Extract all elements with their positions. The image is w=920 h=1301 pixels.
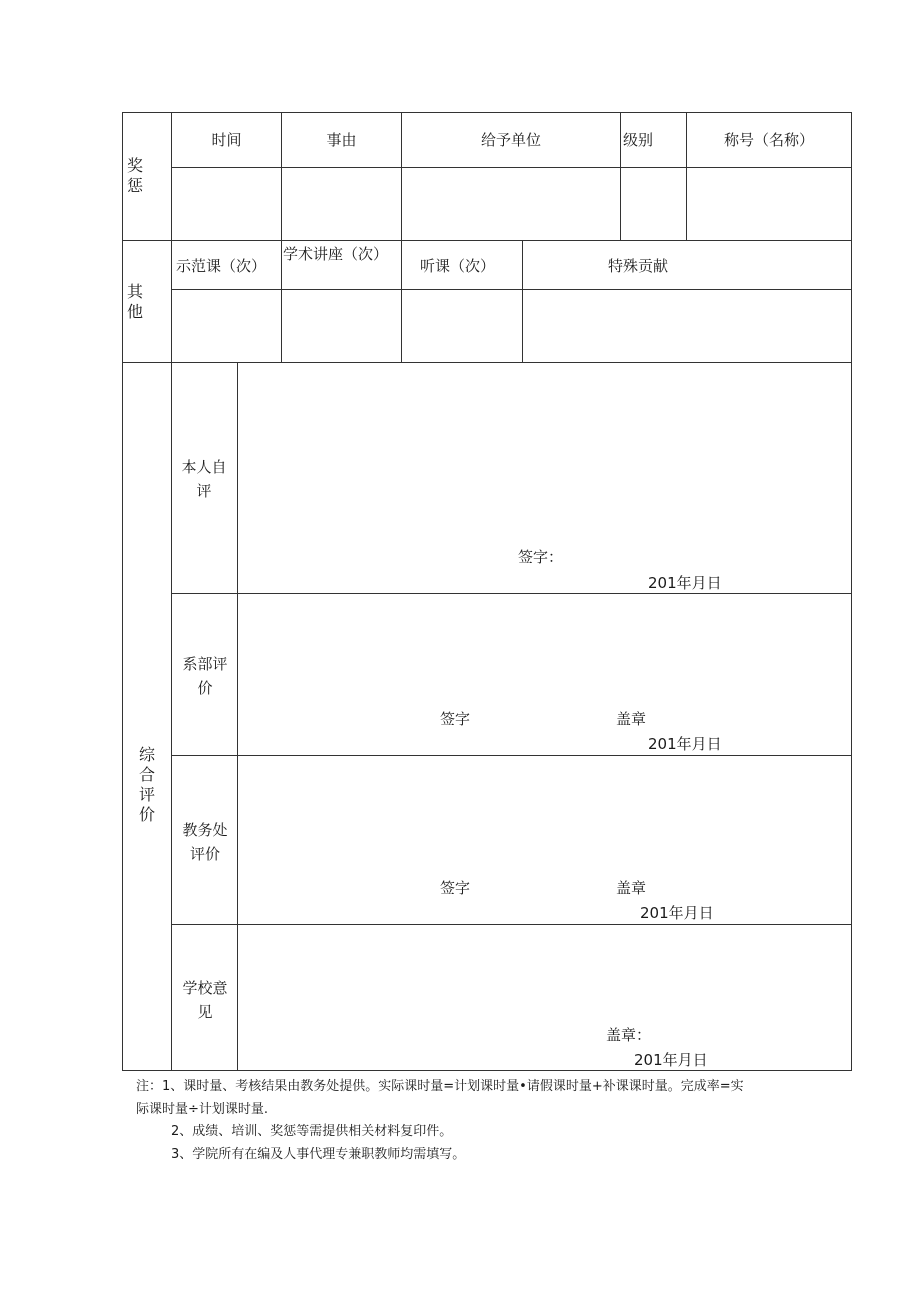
other-side-label: 其他 <box>126 282 143 321</box>
table-border-left <box>122 112 123 1071</box>
other-bottom-divider <box>122 362 852 363</box>
rewards-header-divider <box>171 167 852 168</box>
table-border-top <box>122 112 852 113</box>
school-opinion-date: 201年月日 <box>634 1051 708 1069</box>
academic-eval-label: 教务处评价 <box>182 821 228 863</box>
evaluation-side-label: 综合评价 <box>138 745 155 824</box>
academic-eval-seal: 盖章 <box>616 879 647 897</box>
eval-label-divider <box>237 362 238 1071</box>
dept-eval-date: 201年月日 <box>648 735 722 753</box>
note-line-2: 际课时量÷计划课时量. <box>136 1102 269 1117</box>
eval-divider-3 <box>171 924 852 925</box>
self-eval-sign: 签字： <box>518 548 564 566</box>
rewards-col-divider-3 <box>620 112 621 241</box>
self-eval-label: 本人自评 <box>181 458 227 500</box>
dept-eval-label: 系部评价 <box>182 655 228 697</box>
rewards-header-level: 级别 <box>623 131 654 149</box>
eval-divider-2 <box>171 755 852 756</box>
table-border-bottom <box>122 1070 852 1071</box>
table-border-right <box>851 112 852 1071</box>
other-header-demo-class: 示范课（次） <box>176 257 267 275</box>
rewards-header-time: 时间 <box>211 131 242 149</box>
other-header-divider <box>171 289 852 290</box>
eval-divider-1 <box>171 593 852 594</box>
other-header-observation: 听课（次） <box>420 257 496 275</box>
academic-eval-sign: 签字 <box>440 879 471 897</box>
other-header-contribution: 特殊贡献 <box>607 257 668 275</box>
note-line-3: 2、成绩、培训、奖惩等需提供相关材料复印件。 <box>171 1124 453 1139</box>
rewards-header-title: 称号（名称） <box>723 131 814 149</box>
school-opinion-seal: 盖章： <box>606 1026 652 1044</box>
academic-eval-date: 201年月日 <box>640 904 714 922</box>
note-line-1: 注：1、课时量、考核结果由教务处提供。实际课时量=计划课时量•请假课时量+补课课时量。完成率=实 <box>136 1079 744 1094</box>
rewards-header-reason: 事由 <box>326 131 357 149</box>
dept-eval-sign: 签字 <box>440 710 471 728</box>
other-header-lecture: 学术讲座（次） <box>283 245 389 263</box>
note-line-4: 3、学院所有在编及人事代理专兼职教师均需填写。 <box>171 1147 466 1162</box>
rewards-side-label: 奖惩 <box>126 156 143 195</box>
dept-eval-seal: 盖章 <box>616 710 647 728</box>
rewards-bottom-divider <box>122 240 852 241</box>
other-col-divider-2 <box>401 240 402 363</box>
rewards-header-unit: 给予单位 <box>480 131 541 149</box>
side-label-divider <box>171 112 172 1071</box>
other-col-divider-1 <box>281 240 282 363</box>
school-opinion-label: 学校意见 <box>182 979 228 1021</box>
self-eval-date: 201年月日 <box>648 574 722 592</box>
